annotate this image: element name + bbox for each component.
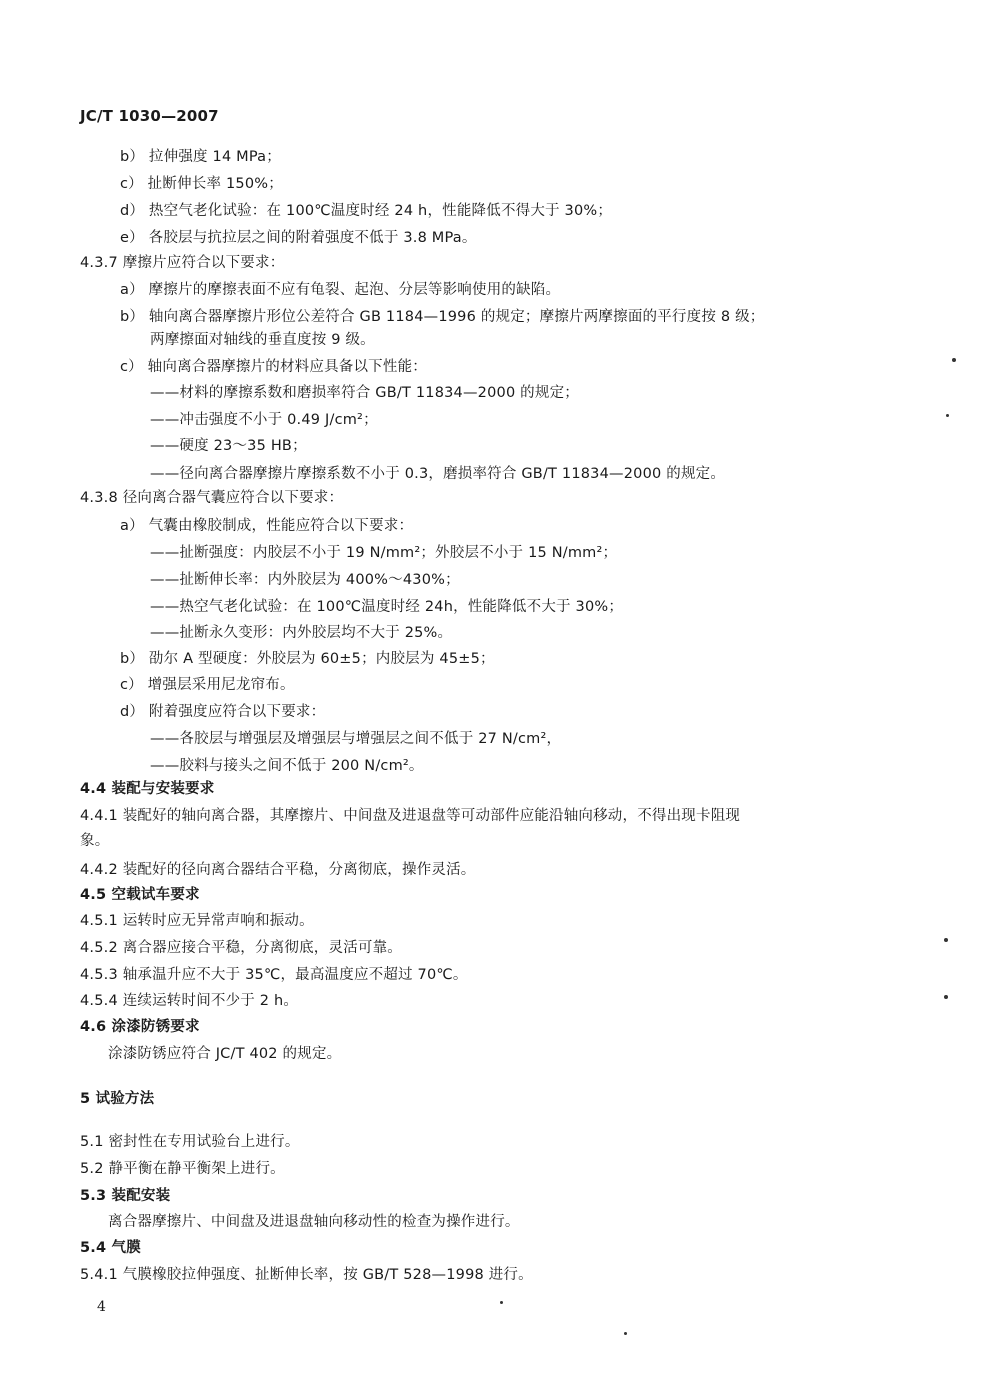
- text-line: 4.5.4 连续运转时间不少于 2 h。: [80, 993, 299, 1009]
- text-line: b） 轴向离合器摩擦片形位公差符合 GB 1184—1996 的规定；摩擦片两摩擦面的平行度按 8 级；: [120, 309, 765, 325]
- scan-speck: [944, 938, 948, 942]
- text-line: 离合器摩擦片、中间盘及进退盘轴向移动性的检查为操作进行。: [108, 1214, 520, 1230]
- section-heading: 4.4 装配与安装要求: [80, 781, 215, 797]
- text-line: b） 劭尔 A 型硬度：外胶层为 60±5；内胶层为 45±5；: [120, 651, 495, 667]
- text-line: 5.1 密封性在专用试验台上进行。: [80, 1134, 300, 1150]
- text-line: c） 增强层采用尼龙帘布。: [120, 677, 295, 693]
- text-line: 4.5.1 运转时应无异常声响和振动。: [80, 913, 314, 929]
- text-line: ——材料的摩擦系数和磨损率符合 GB/T 11834—2000 的规定；: [150, 385, 579, 401]
- scan-speck: [500, 1301, 503, 1304]
- text-line: e） 各胶层与抗拉层之间的附着强度不低于 3.8 MPa。: [120, 230, 477, 246]
- section-line: 4.3.7 摩擦片应符合以下要求：: [80, 255, 285, 271]
- scan-speck: [624, 1332, 627, 1335]
- text-line: 两摩擦面对轴线的垂直度按 9 级。: [150, 332, 375, 348]
- text-line: c） 扯断伸长率 150%；: [120, 176, 283, 192]
- text-line: ——各胶层与增强层及增强层与增强层之间不低于 27 N/cm²，: [150, 731, 562, 747]
- text-line: ——硬度 23～35 HB；: [150, 438, 307, 454]
- document-header: JC/T 1030—2007: [80, 107, 219, 125]
- text-line: ——热空气老化试验：在 100℃温度时经 24h，性能降低不大于 30%；: [150, 599, 624, 615]
- text-line: b） 拉伸强度 14 MPa；: [120, 149, 281, 165]
- page-number: 4: [97, 1299, 107, 1315]
- text-line: 4.4.1 装配好的轴向离合器，其摩擦片、中间盘及进退盘等可动部件应能沿轴向移动，不得出现卡阻现: [80, 808, 741, 824]
- text-line: ——胶料与接头之间不低于 200 N/cm²。: [150, 758, 424, 774]
- section-line: 4.3.8 径向离合器气囊应符合以下要求：: [80, 490, 344, 506]
- text-line: 4.5.2 离合器应接合平稳，分离彻底，灵活可靠。: [80, 940, 403, 956]
- section-heading: 4.6 涂漆防锈要求: [80, 1019, 200, 1035]
- text-line: 4.4.2 装配好的径向离合器结合平稳，分离彻底，操作灵活。: [80, 862, 476, 878]
- section-heading: 5.4 气膜: [80, 1240, 141, 1256]
- text-line: c） 轴向离合器摩擦片的材料应具备以下性能：: [120, 359, 427, 375]
- scan-speck: [952, 358, 956, 362]
- text-line: ——冲击强度不小于 0.49 J/cm²；: [150, 412, 378, 428]
- text-line: ——径向离合器摩擦片摩擦系数不小于 0.3，磨损率符合 GB/T 11834—2000 的规定。: [150, 466, 726, 482]
- text-line: d） 附着强度应符合以下要求：: [120, 704, 326, 720]
- text-line: ——扯断永久变形：内外胶层均不大于 25%。: [150, 625, 453, 641]
- chapter-heading: 5 试验方法: [80, 1091, 155, 1107]
- text-line: 4.5.3 轴承温升应不大于 35℃，最高温度应不超过 70℃。: [80, 967, 468, 983]
- text-line: ——扯断强度：内胶层不小于 19 N/mm²；外胶层不小于 15 N/mm²；: [150, 545, 618, 561]
- text-line: 涂漆防锈应符合 JC/T 402 的规定。: [108, 1046, 342, 1062]
- section-heading: 4.5 空载试车要求: [80, 887, 200, 903]
- text-line: a） 摩擦片的摩擦表面不应有龟裂、起泡、分层等影响使用的缺陷。: [120, 282, 561, 298]
- text-line: 象。: [80, 833, 110, 849]
- section-heading: 5.3 装配安装: [80, 1188, 171, 1204]
- text-line: 5.2 静平衡在静平衡架上进行。: [80, 1161, 285, 1177]
- text-line: 5.4.1 气膜橡胶拉伸强度、扯断伸长率，按 GB/T 528—1998 进行。: [80, 1267, 533, 1283]
- scan-speck: [944, 995, 948, 999]
- text-line: d） 热空气老化试验：在 100℃温度时经 24 h，性能降低不得大于 30%；: [120, 203, 613, 219]
- scan-speck: [946, 414, 949, 417]
- text-line: ——扯断伸长率：内外胶层为 400%～430%；: [150, 572, 460, 588]
- text-line: a） 气囊由橡胶制成，性能应符合以下要求：: [120, 518, 414, 534]
